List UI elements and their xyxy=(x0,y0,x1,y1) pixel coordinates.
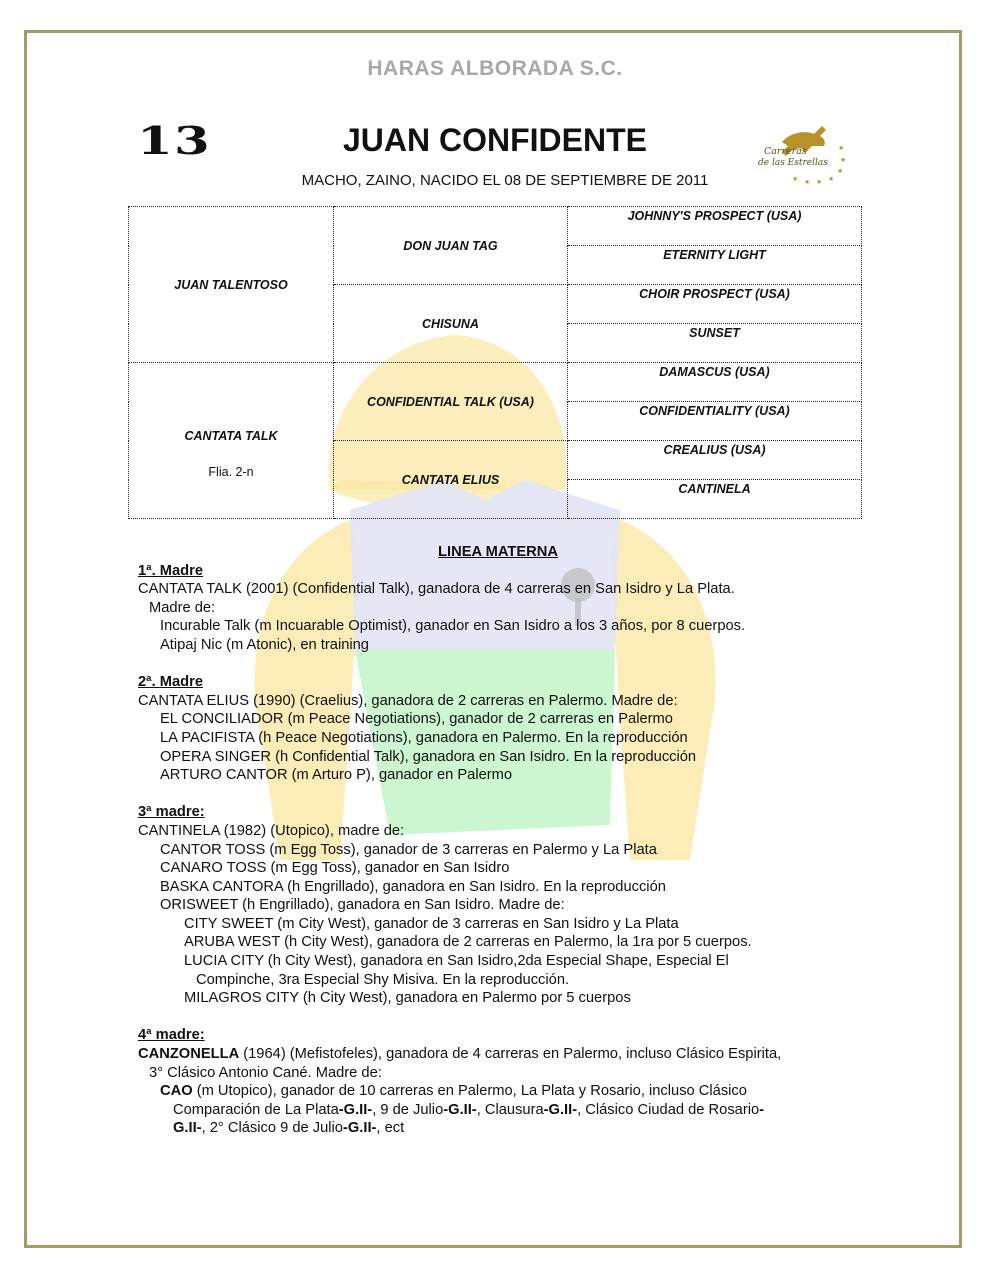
svg-text:★: ★ xyxy=(792,175,799,183)
maternal-line-text: Compinche, 3ra Especial Shy Misiva. En la reproducción. xyxy=(196,971,570,988)
pedigree-g3-cell: DAMASCUS (USA) xyxy=(568,363,862,402)
cao-name: CAO xyxy=(160,1083,193,1100)
race-text: , ect xyxy=(376,1120,405,1137)
horse-name: JUAN CONFIDENTE xyxy=(342,122,647,158)
third-dam-heading: 3ª madre: xyxy=(138,804,205,821)
pedigree-g3-cell: ETERNITY LIGHT xyxy=(568,246,862,285)
maternal-line-text: 3° Clásico Antonio Cané. Madre de: xyxy=(149,1064,382,1081)
race-grade: G.II- xyxy=(173,1120,202,1137)
race-text: , Clásico Ciudad de Rosario xyxy=(577,1101,760,1118)
maternal-line-text xyxy=(138,1101,858,1120)
farm-name: HARAS ALBORADA S.C. xyxy=(367,57,623,80)
logo-text-line-1: Carreras xyxy=(764,146,807,157)
maternal-line-text: MILAGROS CITY (h City West), ganadora en Palermo por 5 cuerpos xyxy=(184,990,631,1007)
pedigree-dam-sire: CONFIDENTIAL TALK (USA) xyxy=(334,363,568,441)
maternal-line-text: Madre de: xyxy=(149,599,216,616)
maternal-line-text: CANTINELA (1982) (Utopico), madre de: xyxy=(138,822,405,839)
pedigree-g3-cell: CONFIDENTIALITY (USA) xyxy=(568,402,862,441)
svg-text:★: ★ xyxy=(840,156,847,164)
maternal-line-text: CANTATA ELIUS (1990) (Craelius), ganadora de 2 carreras en Palermo. Madre de: xyxy=(138,692,678,709)
race-text: , Clausura xyxy=(476,1101,544,1118)
pedigree-sire: JUAN TALENTOSO xyxy=(129,207,334,363)
pedigree-g3-cell: JOHNNY'S PROSPECT (USA) xyxy=(568,207,862,246)
svg-text:★: ★ xyxy=(828,175,835,183)
maternal-line-text: Atipaj Nic (m Atonic), en training xyxy=(160,636,369,653)
svg-text:★: ★ xyxy=(816,178,823,186)
pedigree-dam-dam: CANTATA ELIUS xyxy=(334,441,568,519)
svg-text:★: ★ xyxy=(804,178,811,186)
maternal-line-text: ORISWEET (h Engrillado), ganadora en San Isidro. Madre de: xyxy=(160,897,565,914)
maternal-line-text: EL CONCILIADOR (m Peace Negotiations), ganador de 2 carreras en Palermo xyxy=(160,711,673,728)
fourth-dam-heading: 4ª madre: xyxy=(138,1027,205,1044)
race-text: Comparación de La Plata xyxy=(173,1101,339,1118)
maternal-line-text: ARTURO CANTOR (m Arturo P), ganador en Palermo xyxy=(160,767,513,784)
race-grade: -G.II- xyxy=(338,1101,373,1118)
race-grade: -G.II- xyxy=(443,1101,477,1118)
maternal-line-text: Incurable Talk (m Incuarable Optimist), ganador en San Isidro a los 3 años, por 8 cuerpos. xyxy=(160,618,746,635)
race-grade: - xyxy=(759,1101,765,1118)
maternal-line-text: OPERA SINGER (h Confidential Talk), ganadora en San Isidro. En la reproducción xyxy=(160,748,697,765)
pedigree-dam-cell xyxy=(129,363,334,519)
horse-subtitle: MACHO, ZAINO, NACIDO EL 08 DE SEPTIEMBRE DE 2011 xyxy=(301,172,709,189)
svg-text:★: ★ xyxy=(837,167,844,175)
race-text: , 9 de Julio xyxy=(372,1101,444,1118)
canzonella-name: CANZONELLA xyxy=(138,1046,240,1063)
maternal-line-text: CANTATA TALK (2001) (Confidential Talk), ganadora de 4 carreras en San Isidro y La Plata. xyxy=(138,581,735,598)
second-dam-heading: 2ª. Madre xyxy=(138,674,204,691)
pedigree-family: Flia. 2-n xyxy=(208,464,254,479)
carreras-de-las-estrellas-logo xyxy=(752,120,847,190)
race-text: , 2° Clásico 9 de Julio xyxy=(201,1120,343,1137)
canzonella-text: (1964) (Mefistofeles), ganadora de 4 carreras en Palermo, incluso Clásico Espirita, xyxy=(239,1046,782,1063)
maternal-line-title: LINEA MATERNA xyxy=(438,544,558,560)
pedigree-sire-sire: DON JUAN TAG xyxy=(334,207,568,285)
cao-text: (m Utopico), ganador de 10 carreras en Palermo, La Plata y Rosario, incluso Clásico xyxy=(192,1083,747,1100)
maternal-line-text: CITY SWEET (m City West), ganador de 3 carreras en San Isidro y La Plata xyxy=(184,915,679,932)
maternal-line-text xyxy=(138,1045,858,1064)
pedigree-g3-cell: CHOIR PROSPECT (USA) xyxy=(568,285,862,324)
maternal-line-text: BASKA CANTORA (h Engrillado), ganadora en San Isidro. En la reproducción xyxy=(160,878,666,895)
maternal-line-text xyxy=(138,1082,858,1101)
lot-number: 13 xyxy=(137,118,212,163)
pedigree-dam: CANTATA TALK xyxy=(184,428,278,443)
pedigree-g3-cell: CANTINELA xyxy=(568,480,862,519)
maternal-line-section xyxy=(138,543,858,1138)
race-grade: -G.II- xyxy=(342,1120,377,1137)
maternal-line-text xyxy=(138,1119,858,1138)
pedigree-sire-dam: CHISUNA xyxy=(334,285,568,363)
svg-text:★: ★ xyxy=(838,144,845,152)
race-grade: -G.II- xyxy=(543,1101,578,1118)
maternal-line-text: ARUBA WEST (h City West), ganadora de 2 carreras en Palermo, la 1ra por 5 cuerpos. xyxy=(184,934,752,951)
pedigree-g3-cell: CREALIUS (USA) xyxy=(568,441,862,480)
pedigree-table xyxy=(128,206,862,519)
maternal-line-text: CANARO TOSS (m Egg Toss), ganador en San Isidro xyxy=(160,860,510,877)
maternal-line-text: LUCIA CITY (h City West), ganadora en San Isidro,2da Especial Shape, Especial El xyxy=(184,953,729,970)
logo-text-line-2: de las Estrellas xyxy=(758,158,828,168)
maternal-line-text: CANTOR TOSS (m Egg Toss), ganador de 3 carreras en Palermo y La Plata xyxy=(160,841,657,858)
maternal-line-text: LA PACIFISTA (h Peace Negotiations), ganadora en Palermo. En la reproducción xyxy=(160,729,688,746)
first-dam-heading: 1ª. Madre xyxy=(138,562,204,579)
pedigree-g3-cell: SUNSET xyxy=(568,324,862,363)
